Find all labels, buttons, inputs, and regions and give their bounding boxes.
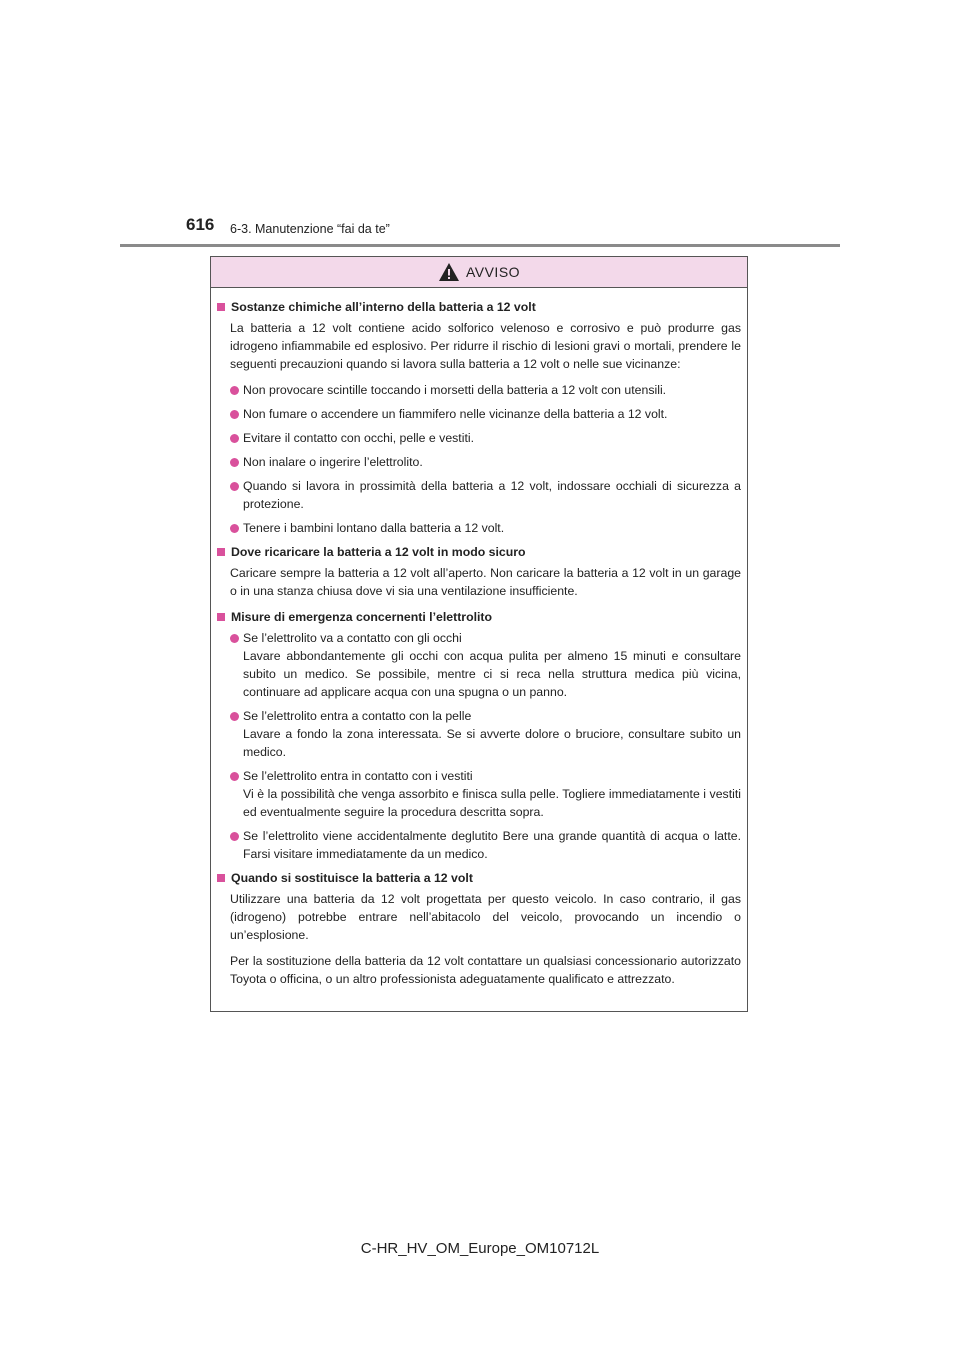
list-item-text	[243, 629, 741, 701]
warning-triangle-icon	[438, 262, 460, 282]
list-item-title: Evitare il contatto con occhi, pelle e vestiti.	[243, 431, 475, 445]
warning-section	[217, 543, 741, 600]
list-item-text	[243, 429, 741, 447]
list-item-detail: Lavare a fondo la zona interessata. Se si avverte dolore o bruciore, consultare subito un medico.	[243, 727, 741, 759]
document-code: C-HR_HV_OM_Europe_OM10712L	[360, 1240, 600, 1257]
section-heading-text: Sostanze chimiche all’interno della batteria a 12 volt	[231, 300, 536, 314]
list-item-title: Non provocare scintille toccando i morsetti della batteria a 12 volt con utensili.	[243, 383, 667, 397]
bullet-list	[217, 629, 741, 863]
section-paragraph: Utilizzare una batteria da 12 volt progettata per questo veicolo. In caso contrario, il gas (idrogeno) potrebbe entrare nell’abitacolo del veicolo, provocando un incendio o un’esplosione.	[230, 892, 741, 942]
warning-body	[211, 288, 747, 988]
list-item-title: Non inalare o ingerire l’elettrolito.	[243, 455, 423, 469]
section-heading-text: Dove ricaricare la batteria a 12 volt in modo sicuro	[231, 545, 526, 559]
list-item-text	[243, 477, 741, 513]
round-bullet-icon	[230, 458, 239, 467]
list-item-text	[243, 827, 741, 863]
list-item	[230, 767, 741, 821]
warning-section	[217, 298, 741, 537]
list-item-text	[243, 519, 741, 537]
square-bullet-icon	[217, 303, 225, 311]
list-item	[230, 629, 741, 701]
section-heading	[217, 608, 741, 626]
list-item	[230, 405, 741, 423]
round-bullet-icon	[230, 832, 239, 841]
list-item	[230, 519, 741, 537]
list-item-text	[243, 707, 741, 761]
section-paragraph: La batteria a 12 volt contiene acido solforico velenoso e corrosivo e può produrre gas idrogeno infiammabile ed esplosivo. Per ridurre il rischio di lesioni gravi o mortali, prendere le seguenti precauzioni quando si lavora sulla batteria a 12 volt o nelle sue vicinanze:	[230, 321, 741, 371]
warning-section	[217, 608, 741, 863]
round-bullet-icon	[230, 772, 239, 781]
section-paragraph: Per la sostituzione della batteria da 12 volt contattare un qualsiasi concessionario autorizzato Toyota o officina, o un altro professionista adeguatamente qualificato e attrezzato.	[230, 954, 741, 986]
section-heading-text: Quando si sostituisce la batteria a 12 volt	[231, 871, 473, 885]
section-title: 6-3. Manutenzione “fai da te”	[230, 222, 390, 236]
round-bullet-icon	[230, 482, 239, 491]
square-bullet-icon	[217, 613, 225, 621]
bullet-list	[217, 381, 741, 537]
round-bullet-icon	[230, 524, 239, 533]
list-item-text	[243, 767, 741, 821]
round-bullet-icon	[230, 634, 239, 643]
list-item-title: Se l’elettrolito viene accidentalmente deglutito Bere una grande quantità di acqua o latte. Farsi visitare immediatamente da un medico.	[243, 829, 741, 861]
list-item-title: Non fumare o accendere un fiammifero nelle vicinanze della batteria a 12 volt.	[243, 407, 668, 421]
list-item-title: Tenere i bambini lontano dalla batteria a 12 volt.	[243, 521, 505, 535]
round-bullet-icon	[230, 434, 239, 443]
list-item	[230, 453, 741, 471]
round-bullet-icon	[230, 712, 239, 721]
list-item	[230, 827, 741, 863]
section-paragraph: Caricare sempre la batteria a 12 volt all’aperto. Non caricare la batteria a 12 volt in un garage o in una stanza chiusa dove vi sia una ventilazione insufficiente.	[230, 566, 741, 598]
square-bullet-icon	[217, 548, 225, 556]
section-heading	[217, 869, 741, 887]
warning-section	[217, 869, 741, 988]
list-item-title: Quando si lavora in prossimità della batteria a 12 volt, indossare occhiali di sicurezza a protezione.	[243, 479, 741, 511]
list-item-title: Se l’elettrolito entra in contatto con i vestiti	[243, 769, 473, 783]
header-divider	[120, 244, 840, 247]
warning-header	[211, 257, 747, 288]
section-heading	[217, 298, 741, 316]
list-item-detail: Vi è la possibilità che venga assorbito e finisca sulla pelle. Togliere immediatamente i vestiti ed eventualmente seguire la procedura descritta sopra.	[243, 787, 741, 819]
list-item	[230, 707, 741, 761]
list-item-title: Se l’elettrolito entra a contatto con la pelle	[243, 709, 472, 723]
list-item-title: Se l’elettrolito va a contatto con gli occhi	[243, 631, 462, 645]
list-item	[230, 381, 741, 399]
list-item-text	[243, 453, 741, 471]
section-heading-text: Misure di emergenza concernenti l’elettrolito	[231, 610, 493, 624]
list-item-detail: Lavare abbondantemente gli occhi con acqua pulita per almeno 15 minuti e consultare subito un medico. Se possibile, mentre ci si reca nella struttura medica più vicina, continuare ad applicare acqua con una spugna o un panno.	[243, 649, 741, 699]
round-bullet-icon	[230, 386, 239, 395]
round-bullet-icon	[230, 410, 239, 419]
square-bullet-icon	[217, 874, 225, 882]
list-item-text	[243, 381, 741, 399]
warning-box	[210, 256, 748, 1012]
list-item	[230, 429, 741, 447]
list-item-text	[243, 405, 741, 423]
list-item	[230, 477, 741, 513]
section-heading	[217, 543, 741, 561]
warning-title: AVVISO	[465, 264, 521, 280]
page-number: 616	[186, 215, 215, 234]
